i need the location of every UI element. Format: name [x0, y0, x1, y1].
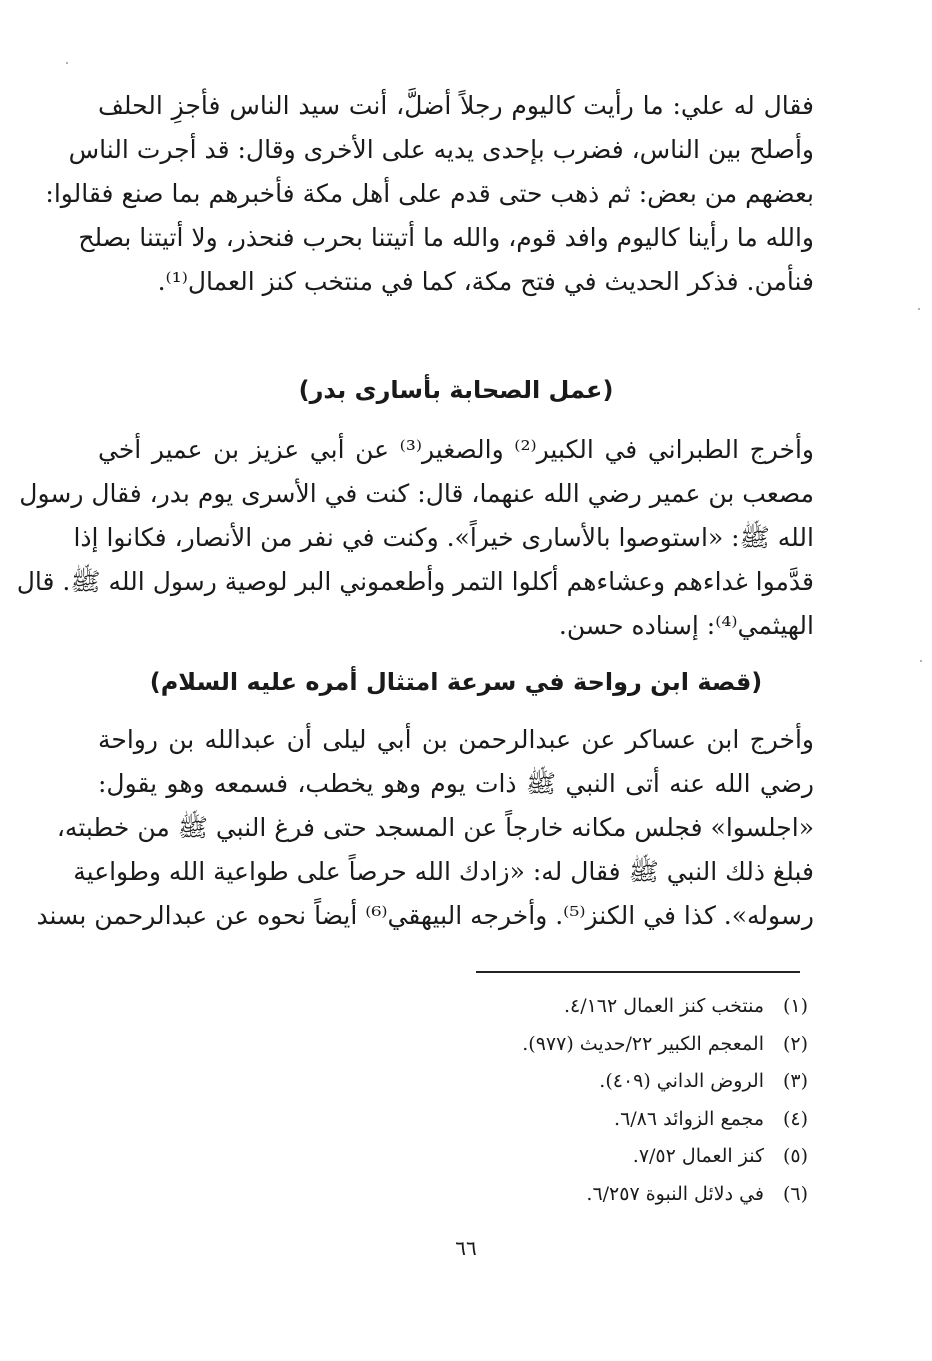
footnote-number: (١): [782, 995, 808, 1017]
paragraph-3: [36, 718, 814, 938]
scan-speck: [918, 308, 920, 310]
footnote-number: (٤): [782, 1107, 808, 1130]
text-line: رسوله». كذا في الكنز⁽⁵⁾. وأخرجه البيهقي⁽⁶⁾ أيضاً نحوه عن عبدالرحمن بسند: [36, 901, 814, 930]
text-line: رضي الله عنه أتى النبي ﷺ ذات يوم وهو يخطب، فسمعه وهو يقول:: [98, 769, 814, 798]
footnote: [330, 1101, 808, 1139]
text-line: مصعب بن عمير رضي الله عنهما، قال: كنت في الأسرى يوم بدر، فقال رسول: [19, 479, 814, 508]
footnote: [330, 1176, 808, 1214]
footnote-text: المعجم الكبير ٢٢/حديث (٩٧٧).: [522, 1032, 764, 1055]
text-line: فنأمن. فذكر الحديث في فتح مكة، كما في منتخب كنز العمال⁽¹⁾.: [157, 267, 814, 296]
scan-speck: [920, 660, 922, 662]
section-heading: (قصة ابن رواحة في سرعة امتثال أمره عليه السلام): [149, 668, 763, 696]
paragraph-1: [45, 84, 814, 304]
footnote: [330, 1138, 808, 1176]
text-line: الهيثمي⁽⁴⁾: إسناده حسن.: [558, 611, 814, 640]
text-line: فبلغ ذلك النبي ﷺ فقال له: «زادك الله حرصاً على طواعية الله وطواعية: [73, 857, 814, 886]
text-line: وأصلح بين الناس، فضرب بإحدى يديه على الأخرى وقال: قد أجرت الناس: [68, 135, 814, 164]
footnote-text: في دلائل النبوة ٦/٢٥٧.: [586, 1182, 764, 1205]
text-line: قدَّموا غداءهم وعشاءهم أكلوا التمر وأطعموني البر لوصية رسول الله ﷺ. قال: [16, 567, 814, 596]
footnote-text: منتخب كنز العمال ٤/١٦٢.: [563, 995, 764, 1017]
page-number: ٦٦: [455, 1236, 477, 1260]
text-line: بعضهم من بعض: ثم ذهب حتى قدم على أهل مكة فأخبرهم بما صنع فقالوا:: [45, 179, 814, 208]
footnote: [330, 1026, 808, 1064]
footnote-number: (٢): [782, 1032, 808, 1055]
paragraph-2: [16, 428, 814, 648]
text-line: «اجلسوا» فجلس مكانه خارجاً عن المسجد حتى فرغ النبي ﷺ من خطبته،: [56, 813, 814, 842]
footnote-number: (٥): [782, 1145, 808, 1167]
section-heading: (عمل الصحابة بأسارى بدر): [298, 376, 614, 404]
footnote: [330, 1063, 808, 1101]
text-line: الله ﷺ: «استوصوا بالأسارى خيراً». وكنت في نفر من الأنصار، فكانوا إذا: [73, 523, 814, 552]
scan-speck: [66, 62, 68, 64]
text-line: وأخرج ابن عساكر عن عبدالرحمن بن أبي ليلى أن عبدالله بن رواحة: [98, 725, 814, 754]
footnote-text: الروض الداني (٤٠٩).: [599, 1070, 764, 1092]
footnotes: [330, 988, 808, 1213]
footnote: [330, 988, 808, 1026]
footnote-number: (٣): [782, 1070, 808, 1092]
footnote-text: كنز العمال ٧/٥٢.: [632, 1145, 764, 1167]
footnote-number: (٦): [782, 1182, 808, 1205]
text-line: فقال له علي: ما رأيت كاليوم رجلاً أضلَّ، أنت سيد الناس فأجزِ الحلف: [98, 91, 814, 120]
text-line: والله ما رأينا كاليوم وافد قوم، والله ما أتيتنا بحرب فنحذر، ولا أتيتنا بصلح: [78, 223, 814, 252]
text-line: وأخرج الطبراني في الكبير⁽²⁾ والصغير⁽³⁾ عن أبي عزيز بن عمير أخي: [98, 435, 814, 464]
footnote-separator: [476, 971, 800, 973]
footnote-text: مجمع الزوائد ٦/٨٦.: [614, 1107, 764, 1130]
